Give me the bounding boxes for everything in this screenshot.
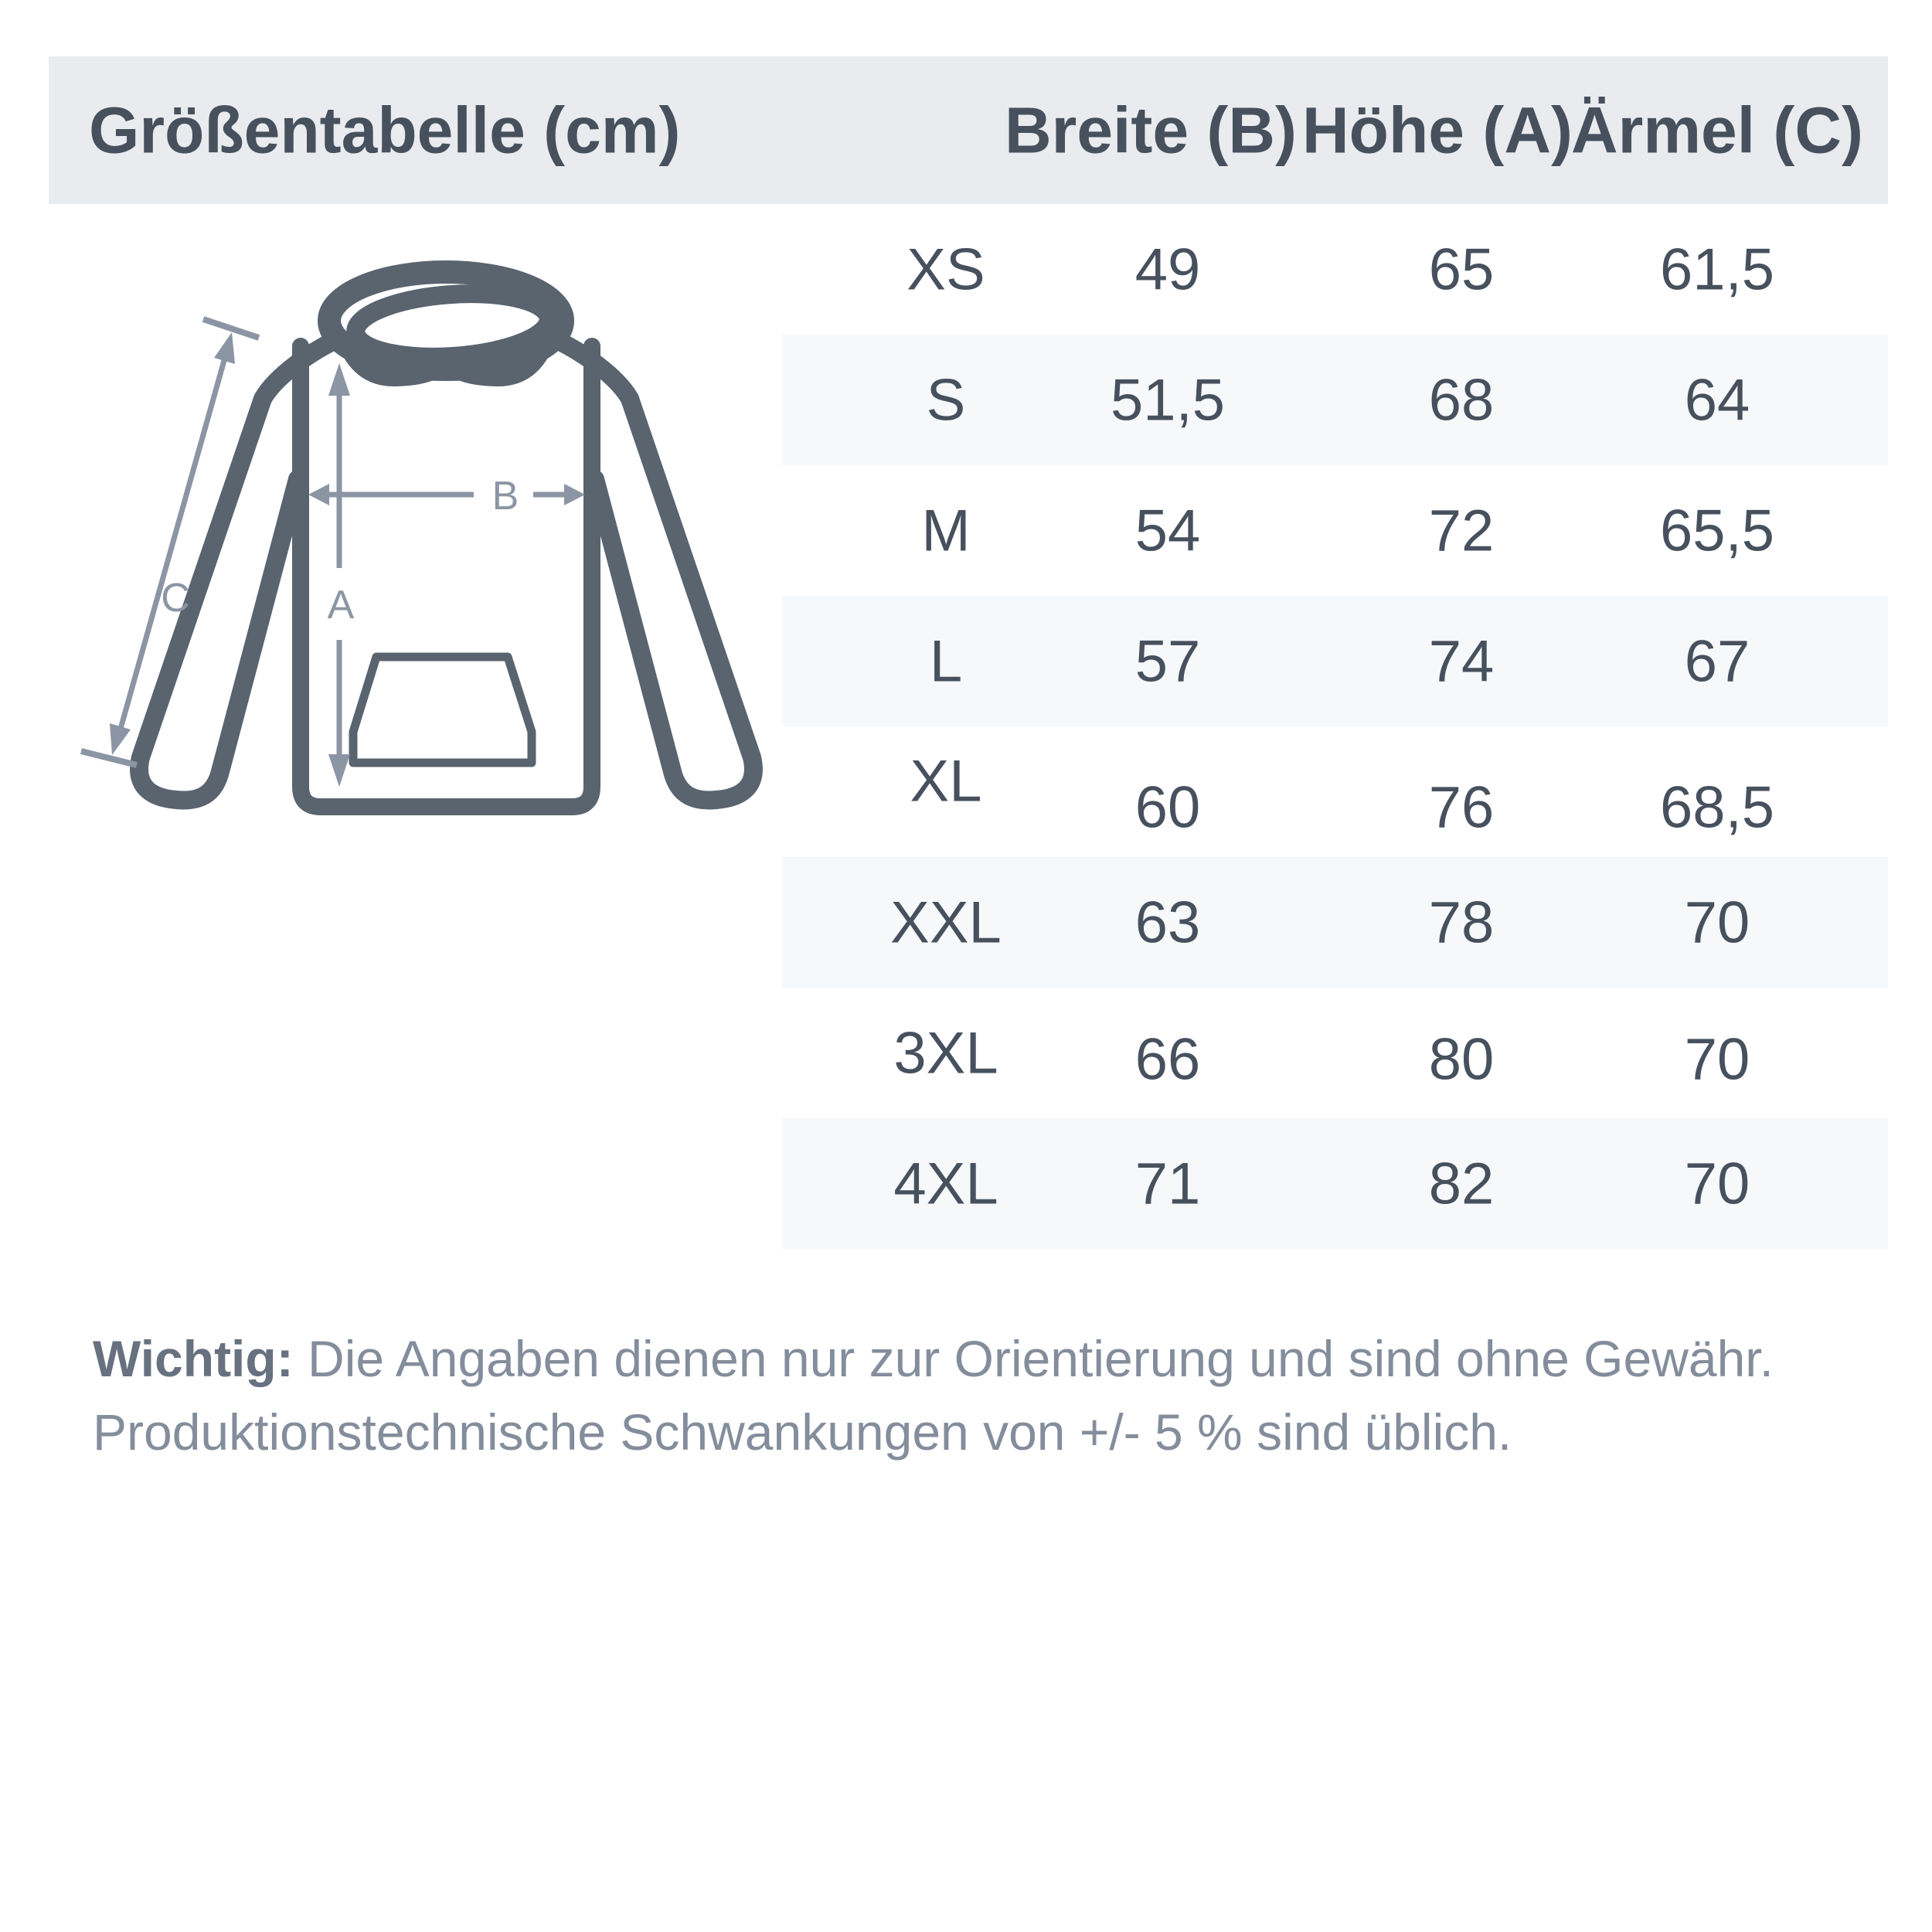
page-title: Größentabelle (cm) (89, 94, 681, 166)
table-row (782, 988, 1888, 1118)
arrow-b-head-left-icon (308, 484, 329, 505)
table-row (782, 204, 1888, 335)
label-c: C (161, 576, 190, 621)
cell-hoehe: 78 (1428, 889, 1495, 955)
cell-hoehe: 68 (1428, 367, 1495, 433)
cell-aermel: 67 (1684, 628, 1750, 694)
table-row (782, 857, 1888, 988)
label-a: A (327, 583, 355, 628)
arrow-a-head-up-icon (328, 363, 350, 396)
cell-breite: 57 (1134, 628, 1201, 694)
size-chart-header (49, 56, 1888, 204)
arrow-c-head-bottom-icon (110, 723, 131, 755)
cell-size: XL (910, 748, 982, 814)
cell-aermel: 61,5 (1660, 236, 1774, 302)
size-table-rows (782, 204, 1888, 1249)
cell-aermel: 68,5 (1660, 774, 1774, 840)
cell-hoehe: 76 (1428, 774, 1495, 840)
column-header-hoehe: Höhe (A) (1302, 94, 1573, 166)
column-header-aermel: Ärmel (C) (1570, 94, 1864, 166)
cell-size: S (926, 367, 966, 433)
cell-size: XS (906, 236, 985, 302)
cell-breite: 49 (1134, 236, 1201, 302)
table-row (782, 335, 1888, 465)
cell-hoehe: 80 (1428, 1026, 1495, 1092)
cell-size: 4XL (893, 1151, 998, 1216)
cell-size: XXL (890, 889, 1002, 955)
cell-breite: 51,5 (1111, 367, 1225, 433)
cell-aermel: 70 (1684, 1151, 1750, 1216)
table-row (782, 726, 1888, 857)
cell-breite: 71 (1134, 1151, 1201, 1216)
cell-size: L (929, 628, 963, 694)
cell-breite: 54 (1134, 498, 1201, 563)
column-header-breite: Breite (B) (1004, 94, 1298, 166)
arrow-c-cap-bottom (81, 751, 137, 765)
cell-breite: 66 (1134, 1026, 1201, 1092)
hoodie-body (301, 346, 592, 807)
left-sleeve (139, 336, 344, 801)
cell-size: 3XL (893, 1020, 998, 1086)
cell-size: M (921, 498, 971, 563)
right-sleeve (549, 336, 753, 801)
table-row (782, 596, 1888, 726)
hoodie-measurement-diagram (46, 255, 835, 842)
cell-hoehe: 82 (1428, 1151, 1495, 1216)
disclaimer-note (93, 1322, 1878, 1469)
disclaimer-line2: Produktionstechnische Schwankungen von +/- 5 % sind üblich. (93, 1403, 1512, 1461)
kangaroo-pocket (353, 657, 532, 763)
cell-aermel: 64 (1684, 367, 1750, 433)
arrow-b-head-right-icon (564, 484, 585, 505)
label-b: B (492, 474, 519, 519)
hood-inner-ring (354, 287, 551, 362)
cell-aermel: 70 (1684, 889, 1750, 955)
cell-breite: 60 (1134, 774, 1201, 840)
disclaimer-bold-label: Wichtig: (93, 1330, 294, 1387)
cell-breite: 63 (1134, 889, 1201, 955)
cell-hoehe: 74 (1428, 628, 1495, 694)
cell-hoehe: 65 (1428, 236, 1495, 302)
cell-aermel: 65,5 (1660, 498, 1774, 563)
arrow-a-head-down-icon (328, 754, 350, 787)
cell-aermel: 70 (1684, 1026, 1750, 1092)
table-row (782, 465, 1888, 596)
disclaimer-line1: Die Angaben dienen nur zur Orientierung und sind ohne Gewähr. (293, 1330, 1774, 1387)
table-row (782, 1118, 1888, 1249)
cell-hoehe: 72 (1428, 498, 1495, 563)
